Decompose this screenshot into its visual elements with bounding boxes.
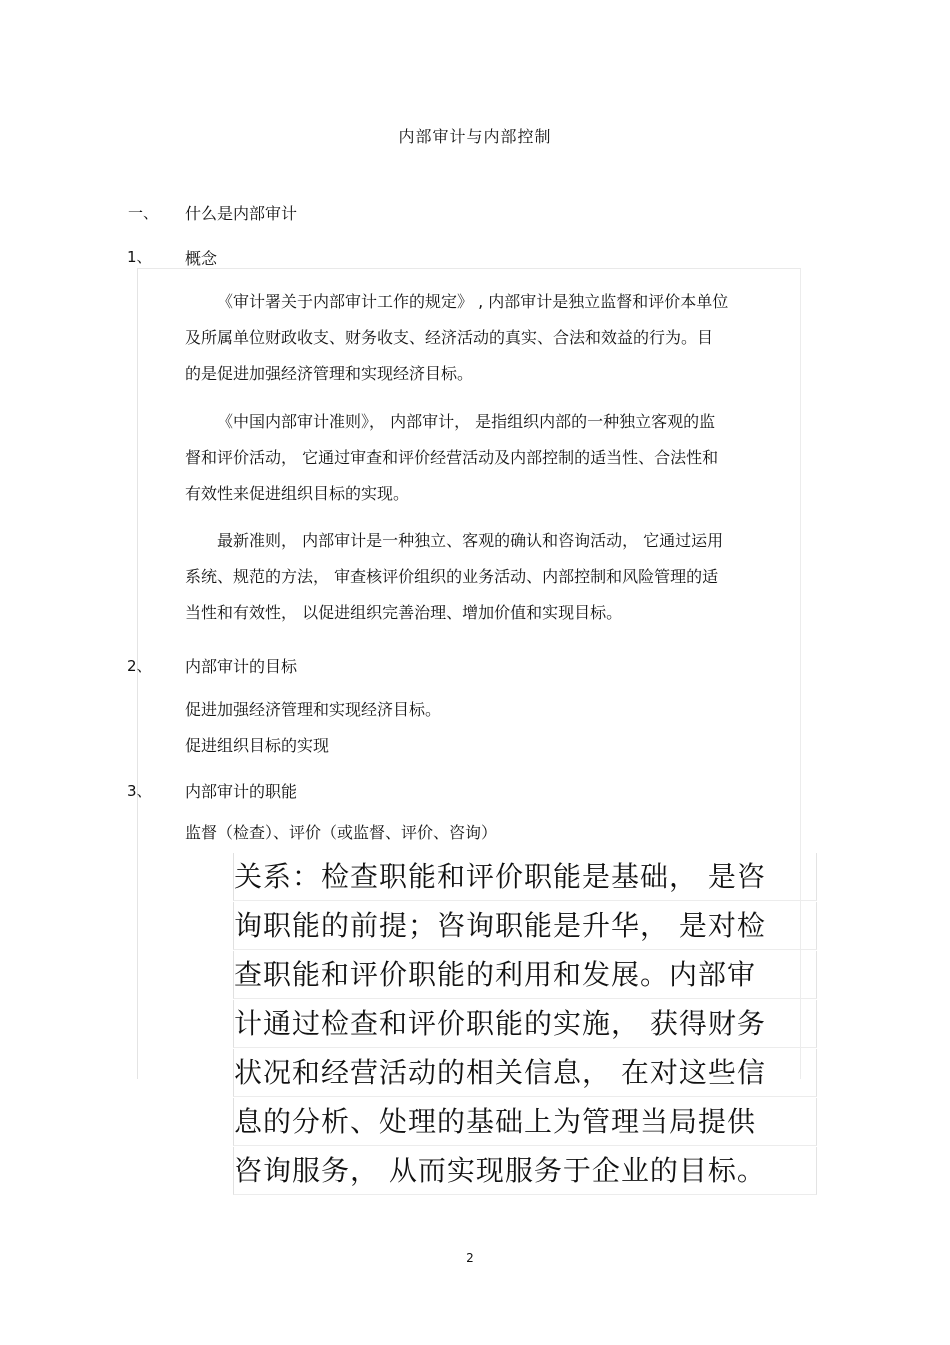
item-heading-goals: 内部审计的目标 [185, 657, 298, 676]
relationship-line: 状况和经营活动的相关信息， 在对这些信 [233, 1049, 817, 1097]
relationship-line: 询职能的前提；咨询职能是升华， 是对检 [233, 902, 817, 950]
paragraph-line: 系统、规范的方法， 审查核评价组织的业务活动、内部控制和风险管理的适 [185, 567, 719, 586]
paragraph-line: 《中国内部审计准则》， 内部审计， 是指组织内部的一种独立客观的监 [217, 412, 716, 431]
relationship-line: 计通过检查和评价职能的实施， 获得财务 [233, 1000, 817, 1048]
page-number: 2 [466, 1251, 474, 1265]
paragraph-line: 督和评价活动， 它通过审查和评价经营活动及内部控制的适当性、合法性和 [185, 448, 719, 467]
paragraph-line: 及所属单位财政收支、财务收支、经济活动的真实、合法和效益的行为。目 [185, 328, 714, 347]
section-heading: 什么是内部审计 [185, 204, 298, 223]
document-title: 内部审计与内部控制 [398, 127, 552, 146]
relationship-line: 关系：检查职能和评价职能是基础， 是咨 [233, 853, 817, 901]
item-number-1: 1、 [127, 248, 152, 266]
item-number-2: 2、 [127, 657, 152, 675]
paragraph-line: 有效性来促进组织目标的实现。 [185, 484, 410, 503]
item-heading-functions: 内部审计的职能 [185, 782, 298, 801]
goal-line: 促进组织目标的实现 [185, 736, 330, 755]
paragraph-line: 最新准则， 内部审计是一种独立、客观的确认和咨询活动， 它通过运用 [217, 531, 724, 550]
paragraph-line: 当性和有效性， 以促进组织完善治理、增加价值和实现目标。 [185, 603, 623, 622]
item-heading-concept: 概念 [185, 249, 218, 268]
goal-line: 促进加强经济管理和实现经济目标。 [185, 700, 442, 719]
functions-line: 监督（检查）、评价（或监督、评价、咨询） [185, 823, 498, 842]
relationship-line: 查职能和评价职能的利用和发展。内部审 [233, 951, 817, 999]
paragraph-line: 《审计署关于内部审计工作的规定》 , 内部审计是独立监督和评价本单位 [217, 292, 729, 311]
item-number-3: 3、 [127, 782, 152, 800]
relationship-line: 息的分析、处理的基础上为管理当局提供 [233, 1098, 817, 1146]
paragraph-line: 的是促进加强经济管理和实现经济目标。 [185, 364, 474, 383]
section-number: 一、 [128, 204, 159, 222]
relationship-line: 咨询服务， 从而实现服务于企业的目标。 [233, 1147, 817, 1195]
